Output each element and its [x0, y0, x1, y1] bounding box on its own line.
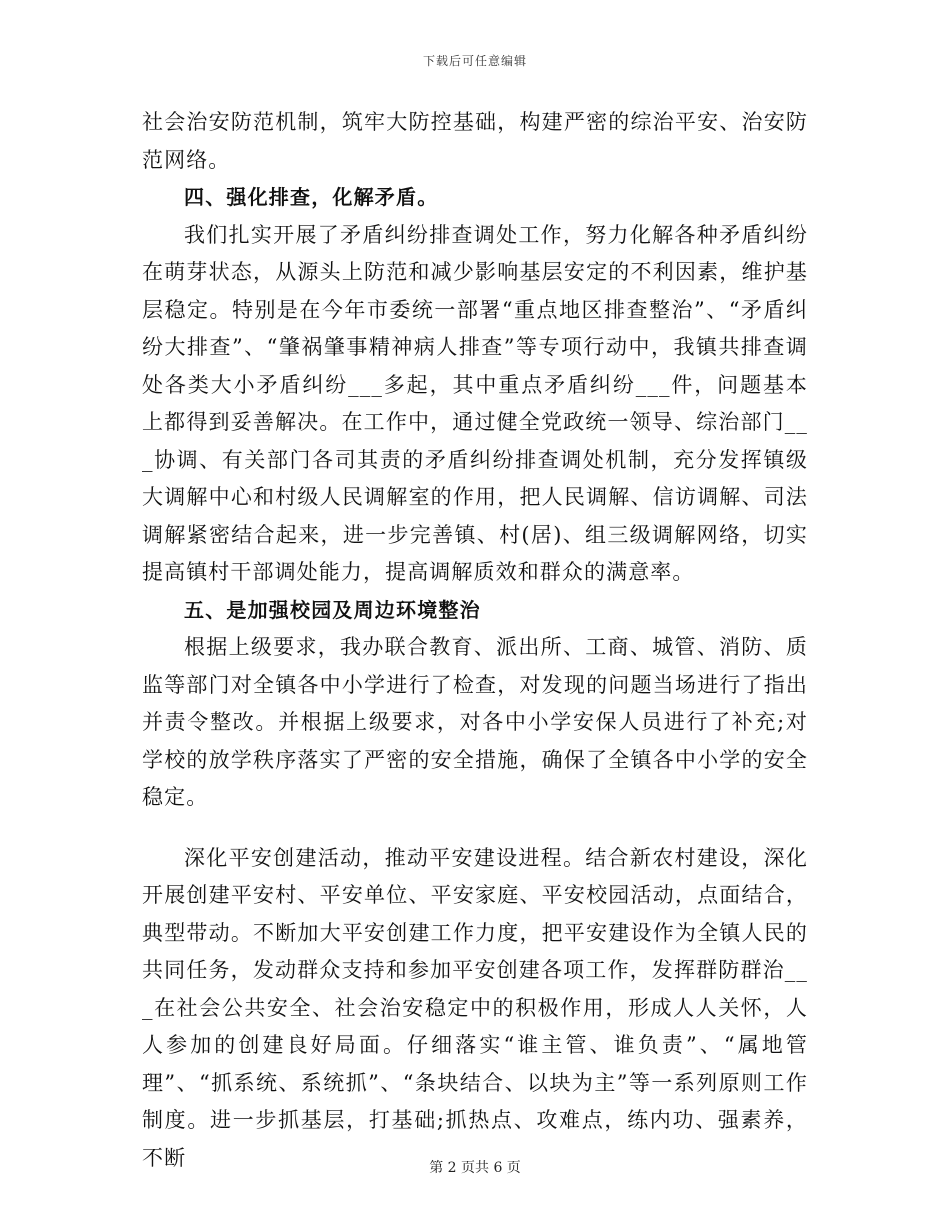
paragraph-safety-campaign: 深化平安创建活动，推动平安建设进程。结合新农村建设，深化开展创建平安村、平安单位、平安家庭、平安校园活动，点面结合，典型带动。不断加大平安创建工作力度，把平安建设作为全镇人民的共同任务，发动群众支持和参加平安创建各项工作，发挥群防群治___在社会公共安全、社会治安稳定中的积极作用，形成人人关怀，人人参加的创建良好局面。仔细落实“谁主管、谁负责”、“属地管理”、“抓系统、系统抓”、“条块结合、以块为主”等一系列原则工作制度。进一步抓基层，打基础;抓热点、攻难点，练内功、强素养，不断 — [142, 845, 808, 1170]
section-heading-4: 四、强化排查，化解矛盾。 — [184, 185, 439, 209]
paragraph-continuation: 社会治安防范机制，筑牢大防控基础，构建严密的综治平安、治安防范网络。 — [142, 110, 808, 172]
paragraph-campus-safety: 根据上级要求，我办联合教育、派出所、工商、城管、消防、质监等部门对全镇各中小学进行了检查，对发现的问题当场进行了指出并责令整改。并根据上级要求，对各中小学安保人员进行了补充;对学校的放学秩序落实了严密的安全措施，确保了全镇各中小学的安全稳定。 — [142, 635, 808, 809]
page-header: 下载后可任意编辑 — [422, 54, 527, 68]
section-heading-5: 五、是加强校园及周边环境整治 — [184, 597, 481, 622]
page-footer: 第 2 页共 6 页 — [429, 1160, 521, 1176]
document-body — [142, 104, 808, 1177]
paragraph-gap — [142, 817, 808, 840]
paragraph-conflict-resolution: 我们扎实开展了矛盾纠纷排查调处工作，努力化解各种矛盾纠纷在萌芽状态，从源头上防范和减少影响基层安定的不利因素，维护基层稳定。特别是在今年市委统一部署“重点地区排查整治”、“矛盾纠纷大排查”、“肇祸肇事精神病人排查”等专项行动中，我镇共排查调处各类大小矛盾纠纷___多起，其中重点矛盾纠纷___件，问题基本上都得到妥善解决。在工作中，通过健全党政统一领导、综治部门___协调、有关部门各司其责的矛盾纠纷排查调处机制，充分发挥镇级大调解中心和村级人民调解室的作用，把人民调解、信访调解、司法调解紧密结合起来，进一步完善镇、村(居)、组三级调解网络，切实提高镇村干部调处能力，提高调解质效和群众的满意率。 — [142, 222, 808, 584]
